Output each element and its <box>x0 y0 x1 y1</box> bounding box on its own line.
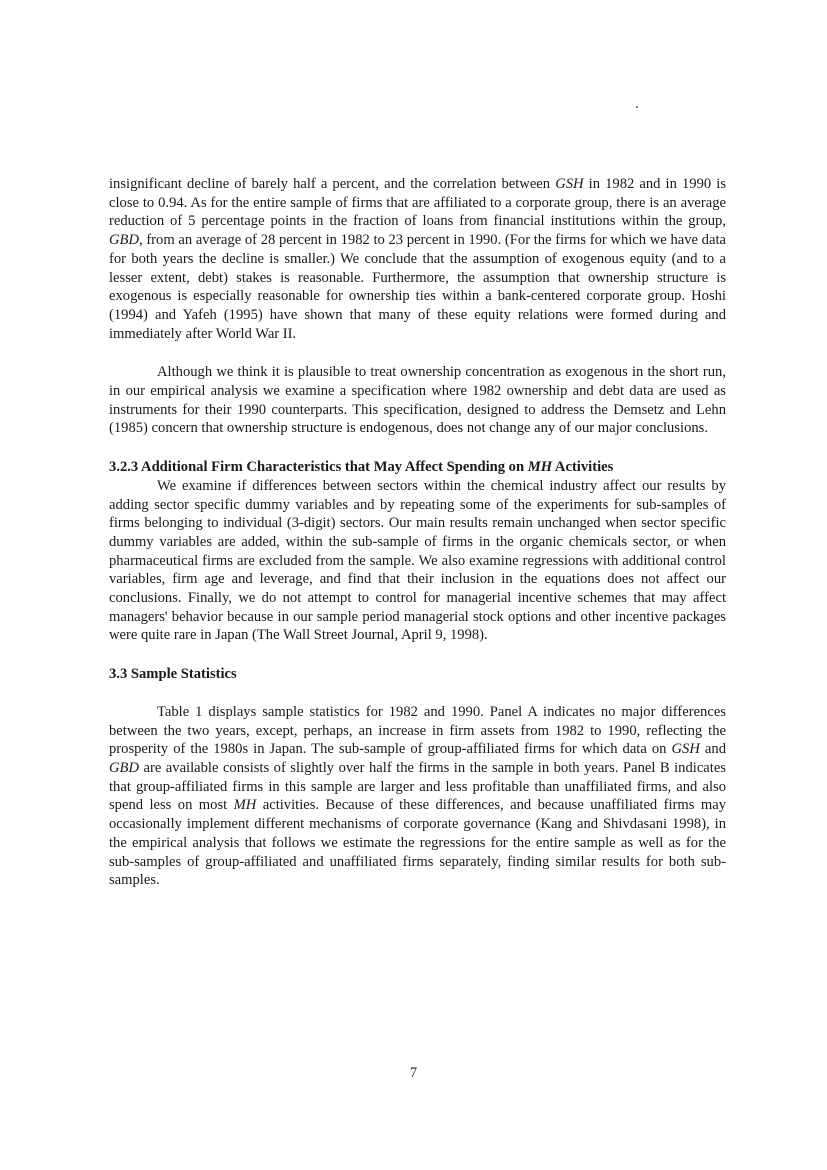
paragraph-ownership-decline <box>109 175 726 343</box>
paragraph-instruments: Although we think it is plausible to treat ownership concentration as exogenous in the short run, in our empirical analysis we examine a specification where 1982 ownership and debt data are used as instruments for their 1990 counterparts. This specification, designed to address the Demsetz and Lehn (1985) concern that ownership structure is endogenous, does not change any of our major conclusions. <box>109 364 726 437</box>
variable-gsh: GSH <box>555 176 584 192</box>
variable-gsh: GSH <box>671 741 700 758</box>
variable-mh: MH <box>233 797 257 814</box>
heading-text: Activities <box>552 459 614 476</box>
variable-gbd: GBD <box>109 232 139 249</box>
variable-mh: MH <box>527 459 553 476</box>
variable-gbd: GBD <box>109 759 139 776</box>
text-run: in 1982 and in 1990 is close to 0.94. As for the entire sample of firms that are affiliated to a corporate group, there is an average reduction of 5 percentage points in the fraction of loans from financial institutions within the group, <box>109 176 726 230</box>
text-run: are available consists of slightly over half the firms in the sample in both years. Panel B indicates that group-affiliated firms in this sample are larger and less profitable than unaffiliated firms, and also spend less on most <box>109 759 726 814</box>
text-run: Table 1 displays sample statistics for 1982 and 1990. Panel A indicates no major differences between the two years, except, perhaps, an increase in firm assets from 1982 to 1990, reflecting the prosperity of the 1980s in Japan. The sub-sample of group-affiliated firms for which data on <box>109 703 726 758</box>
document-body <box>109 175 726 890</box>
section-heading-3-2-3 <box>109 458 726 477</box>
heading-text: 3.2.3 Additional Firm Characteristics that May Affect Spending on <box>109 459 528 476</box>
paragraph-firm-characteristics: We examine if differences between sectors within the chemical industry affect our results by adding sector specific dummy variables and by repeating some of the experiments for sub-samples of firms belonging to individual (3-digit) sectors. Our main results remain unchanged when sector specific dummy variables are added, within the sub-sample of firms in the organic chemicals sector, or when pharmaceutical firms are excluded from the sample. We also examine regressions with additional control variables, firm age and leverage, and find that their inclusion in the equations does not affect our conclusions. Finally, we do not attempt to control for managerial incentive schemes that may affect managers' behavior because in our sample period managerial stock options and other incentive packages were quite rare in Japan (The Wall Street Journal, April 9, 1998). <box>109 477 726 644</box>
section-heading-3-3: 3.3 Sample Statistics <box>109 666 237 683</box>
page-number: 7 <box>409 1065 418 1081</box>
paragraph-sample-statistics <box>109 703 726 890</box>
scan-speck <box>636 106 638 108</box>
text-run: insignificant decline of barely half a percent, and the correlation between <box>109 176 556 192</box>
text-run: , from an average of 28 percent in 1982 to 23 percent in 1990. (For the firms for which we have data for both years the decline is smaller.) We conclude that the assumption of exogenous equity (and to a lesser extent, debt) stakes is reasonable. Furthermore, the assumption that ownership structure is exogenous is especially reasonable for ownership ties within a bank-centered corporate group. Hoshi (1994) and Yafeh (1995) have shown that many of these equity relations were formed during and immediately after World War II. <box>109 232 726 342</box>
text-run: and <box>699 741 726 758</box>
text-run: activities. Because of these differences, and because unaffiliated firms may occasionally implement different mechanisms of corporate governance (Kang and Shivdasani 1998), in the empirical analysis that follows we estimate the regressions for the entire sample as well as for the sub-samples of group-affiliated and unaffiliated firms separately, finding similar results for both sub-samples. <box>109 797 726 889</box>
